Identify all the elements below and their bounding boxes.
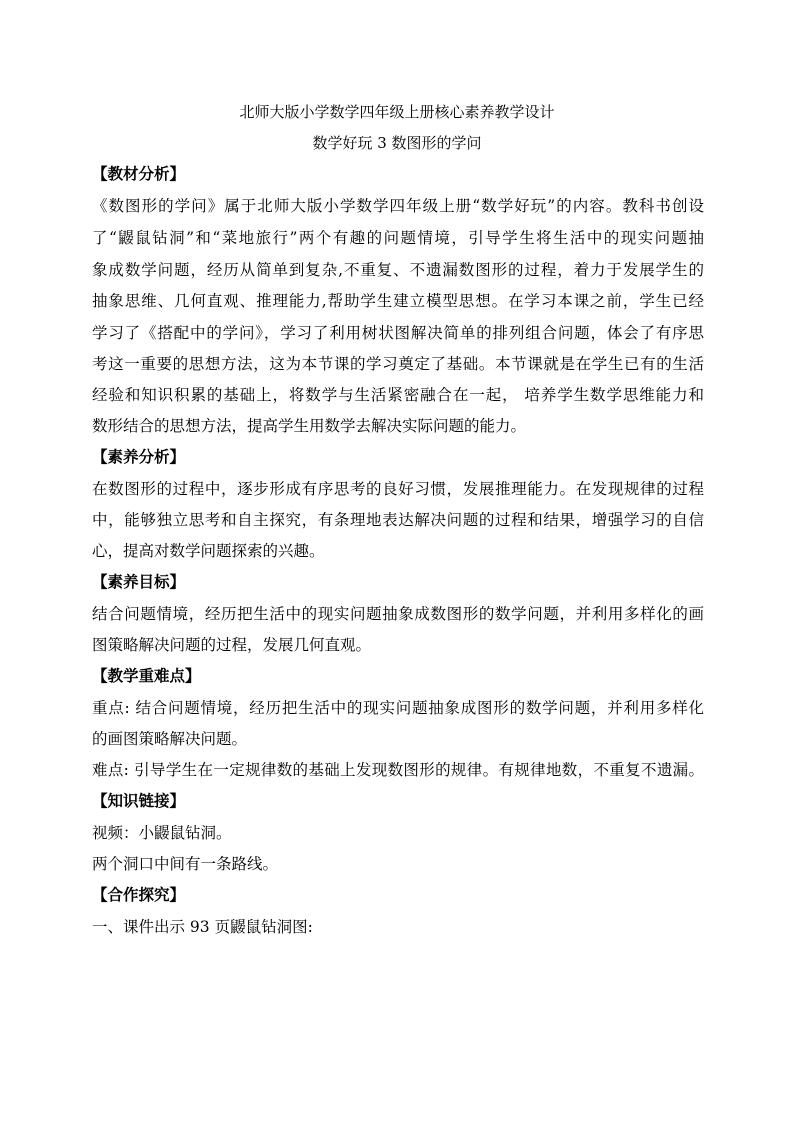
paragraph-line: 抽象思维、几何直观、推理能力,帮助学生建立模型思想。在学习本课之前，学生已经 (92, 292, 704, 310)
section-heading-literacy-analysis: 【素养分析】 (92, 447, 186, 466)
paragraph-line: 心，提高对数学问题探索的兴趣。 (92, 542, 325, 560)
section-heading-literacy-goals: 【素养目标】 (92, 572, 186, 591)
paragraph-line: 经验和知识积累的基础上，将数学与生活紧密融合在一起， 培养学生数学思维能力和 (92, 386, 704, 404)
section-heading-knowledge-link: 【知识链接】 (92, 791, 186, 810)
paragraph-line: 图策略解决问题的过程，发展几何直观。 (92, 636, 372, 654)
paragraph-line: 一、课件出示 93 页鼹鼠钻洞图: (92, 918, 313, 936)
paragraph-line: 视频：小鼹鼠钻洞。 (92, 824, 232, 842)
document-title: 北师大版小学数学四年级上册核心素养教学设计 (239, 103, 555, 121)
paragraph-line: 在数图形的过程中，逐步形成有序思考的良好习惯，发展推理能力。在发现规律的过程 (92, 480, 704, 498)
paragraph-line: 两个洞口中间有一条路线。 (92, 855, 279, 873)
paragraph-line: 了“鼹鼠钻洞”和“菜地旅行”两个有趣的问题情境，引导学生将生活中的现实问题抽 (92, 229, 704, 247)
paragraph-line: 数形结合的思想方法，提高学生用数学去解决实际问题的能力。 (92, 417, 527, 435)
paragraph-line: 难点: 引导学生在一定规律数的基础上发现数图形的规律。有规律地数，不重复不遗漏。 (92, 761, 704, 779)
document-subtitle: 数学好玩 3 数图形的学问 (312, 134, 482, 152)
section-heading-key-difficult-points: 【教学重难点】 (92, 666, 201, 685)
paragraph-line: 象成数学问题，经历从简单到复杂,不重复、不遗漏数图形的过程，着力于发展学生的 (92, 261, 704, 279)
paragraph-line: 的画图策略解决问题。 (92, 730, 248, 748)
section-heading-textbook-analysis: 【教材分析】 (92, 164, 186, 183)
paragraph-line: 结合问题情境，经历把生活中的现实问题抽象成数图形的数学问题，并利用多样化的画 (92, 605, 704, 623)
paragraph-line: 考这一重要的思想方法，这为本节课的学习奠定了基础。本节课就是在学生已有的生活 (92, 355, 704, 373)
section-heading-cooperative-inquiry: 【合作探究】 (92, 885, 186, 904)
paragraph-line: 重点: 结合问题情境，经历把生活中的现实问题抽象成图形的数学问题，并利用多样化 (92, 699, 704, 717)
paragraph-line: 学习了《搭配中的学问》，学习了利用树状图解决简单的排列组合问题，体会了有序思 (92, 324, 704, 342)
paragraph-line: 《数图形的学问》属于北师大版小学数学四年级上册“数学好玩”的内容。教科书创设 (92, 197, 704, 215)
paragraph-line: 中，能够独立思考和自主探究，有条理地表达解决问题的过程和结果，增强学习的自信 (92, 511, 704, 529)
